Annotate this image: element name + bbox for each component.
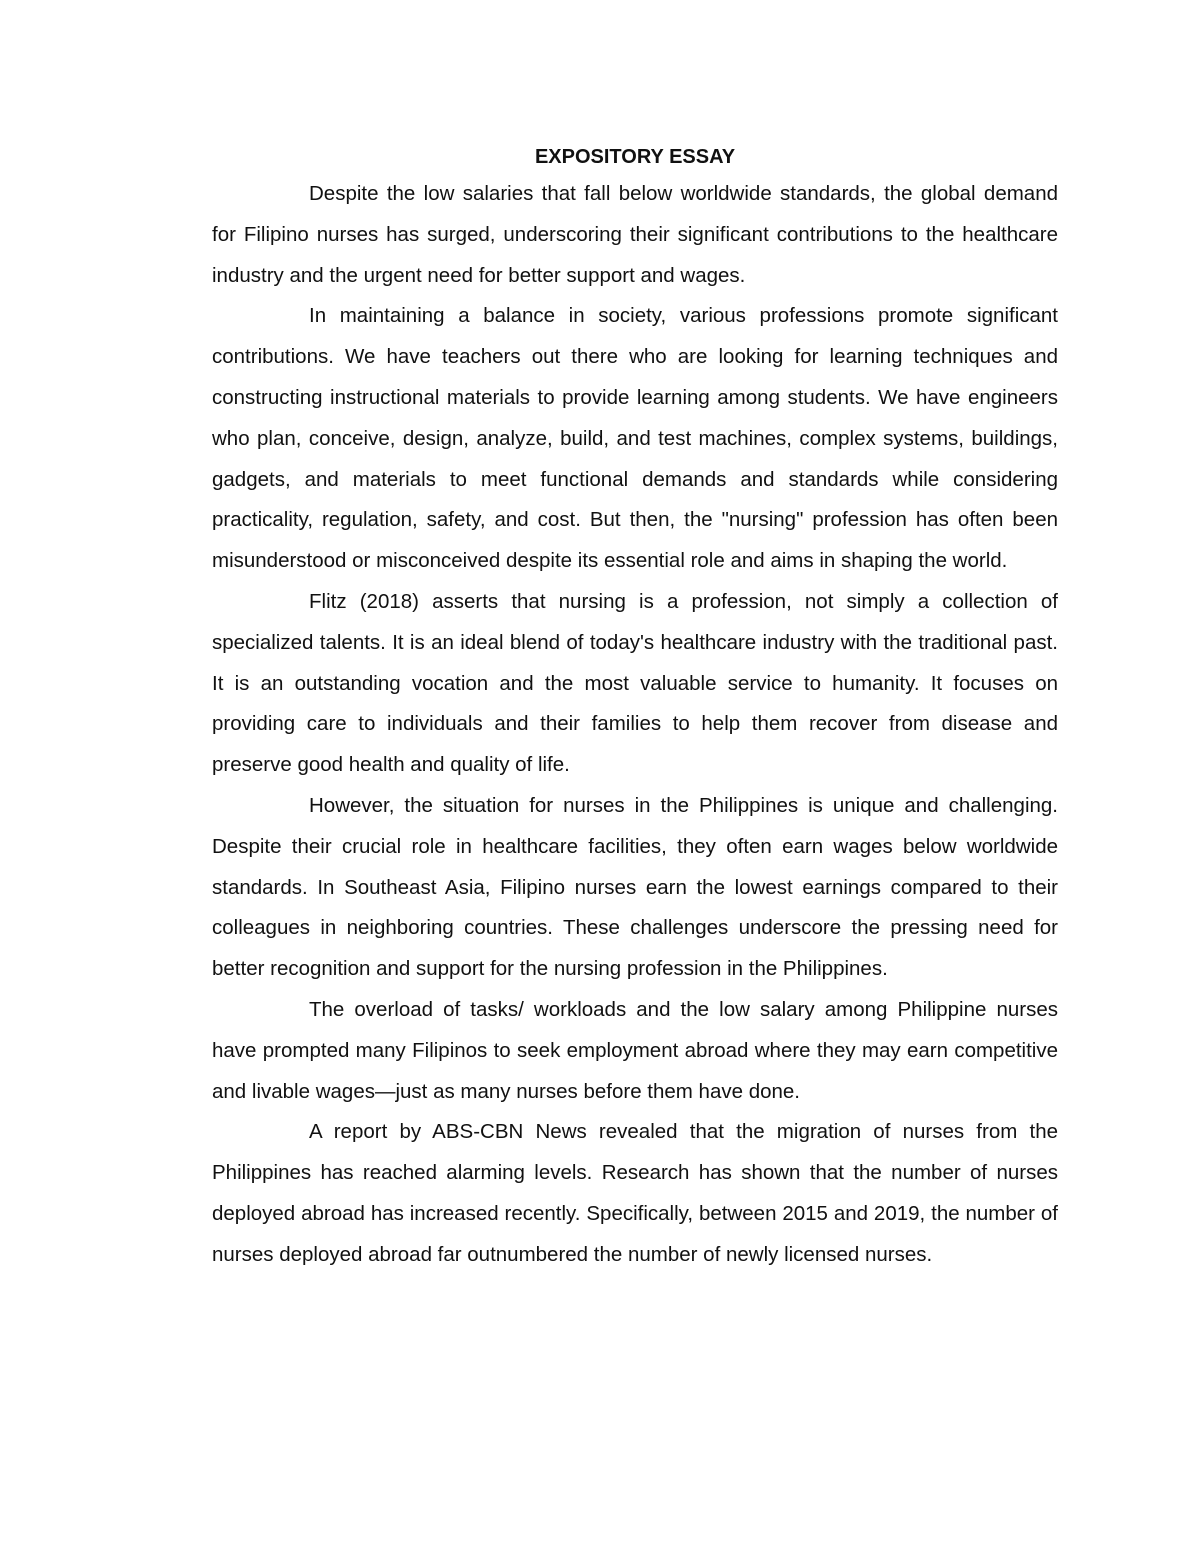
paragraph-thesis: Despite the low salaries that fall below worldwide standards, the global demand for Filipino nurses has surged, underscoring their significant contributions to the healthcare industry and the urgent need for better support and wages. — [212, 182, 1058, 287]
paragraph-migration-cause: The overload of tasks/ workloads and the low salary among Philippine nurses have prompted many Filipinos to seek employment abroad where they may earn competitive and livable wages—just as many nurses before them have done. — [212, 997, 1058, 1103]
paragraph-abs-cbn-report: A report by ABS-CBN News revealed that the migration of nurses from the Philippines has reached alarming levels. Research has shown that the number of nurses deployed abroad has increased recently. Specifically, between 2015 and 2019, the number of nurses deployed abroad far outnumbered the number of newly licensed nurses. — [212, 1120, 1058, 1266]
essay-body — [212, 140, 1058, 1276]
paragraph-philippine-situation: However, the situation for nurses in the Philippines is unique and challenging. Despite their crucial role in healthcare facilities, they often earn wages below worldwide standards. In Southeast Asia, Filipino nurses earn the lowest earnings compared to their colleagues in neighboring countries. These challenges underscore the pressing need for better recognition and support for the nursing profession in the Philippines. — [212, 793, 1058, 981]
essay-title: EXPOSITORY ESSAY — [534, 146, 736, 168]
paragraph-nursing-definition: Flitz (2018) asserts that nursing is a profession, not simply a collection of specialized talents. It is an ideal blend of today's healthcare industry with the traditional past. It is an outstanding vocation and the most valuable service to humanity. It focuses on providing care to individuals and their families to help them recover from disease and preserve good health and quality of life. — [212, 589, 1058, 777]
paragraph-professions: In maintaining a balance in society, various professions promote significant contributions. We have teachers out there who are looking for learning techniques and constructing instructional materials to provide learning among students. We have engineers who plan, conceive, design, analyze, build, and test machines, complex systems, buildings, gadgets, and materials to meet functional demands and standards while considering practicality, regulation, safety, and cost. But then, the "nursing" profession has often been misunderstood or misconceived despite its essential role and aims in shaping the world. — [212, 304, 1058, 573]
